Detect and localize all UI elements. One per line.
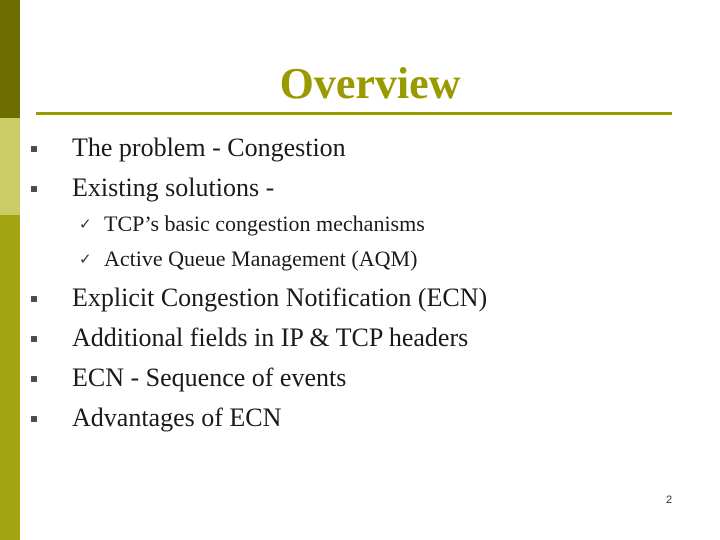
square-bullet-icon [31,296,37,302]
page-number: 2 [666,494,673,506]
square-bullet-icon [31,186,37,192]
check-mark-icon: ✓ [79,215,92,233]
square-bullet-icon [31,376,37,382]
square-bullet-icon [31,416,37,422]
check-mark-icon: ✓ [79,250,92,268]
bullet-text: Existing solutions - [72,173,275,202]
sidebar-band-mid [0,215,20,540]
title-underline [36,112,672,115]
square-bullet-icon [31,146,37,152]
sidebar-band-light [0,118,20,215]
bullet-text: The problem - Congestion [72,133,346,162]
bullet-text: ECN - Sequence of events [72,363,347,392]
bullet-text: Explicit Congestion Notification (ECN) [72,283,488,312]
bullet-text: Additional fields in IP & TCP headers [72,323,469,352]
slide-title: Overview [279,59,461,108]
sub-bullet-text: TCP’s basic congestion mechanisms [104,211,425,236]
sub-bullet-text: Active Queue Management (AQM) [104,246,418,271]
bullet-text: Advantages of ECN [72,403,282,432]
sidebar-band-dark [0,0,20,118]
square-bullet-icon [31,336,37,342]
sidebar-decoration [0,0,20,540]
